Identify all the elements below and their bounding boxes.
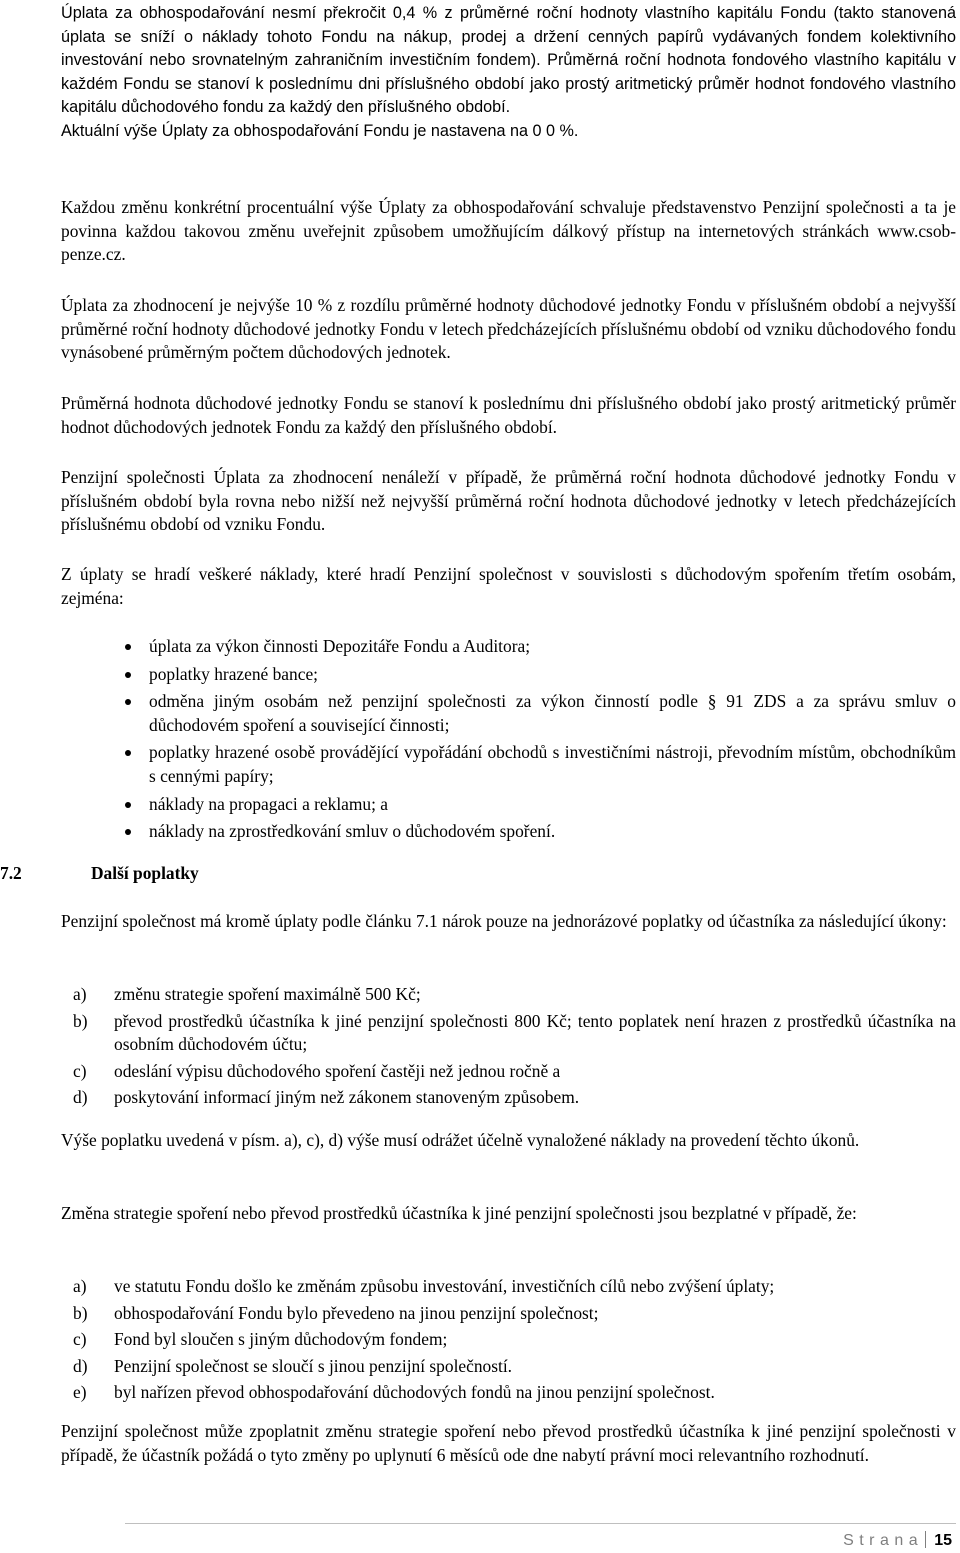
list-marker: e) [73,1382,87,1403]
fee-change-paragraph: Každou změnu konkrétní procentuální výše Úplaty za obhospodařování schvaluje představenstvo Penzijní společnosti a ta je povinna každou takovou změnu uveřejnit způsobem umožňujícím dálkový přístup na internetových stránkách www.csob-penze.cz. [61,197,956,265]
list-item [73,1086,956,1110]
list-item: poplatky hrazené bance; [124,663,956,687]
current-fee-text: Aktuální výše Úplaty za obhospodařování Fondu je nastavena na 0 0 %. [61,121,579,140]
list-item [73,1302,956,1326]
free-transfer-paragraph: Změna strategie spoření nebo převod prostředků účastníka k jiné penzijní společnosti jsou bezplatné v případě, že: [61,1203,857,1223]
list-marker: c) [73,1329,87,1350]
list-marker: d) [73,1087,88,1108]
list-item [73,1355,956,1379]
list-item [73,1328,956,1352]
list-item [73,1275,956,1299]
list-item-text: Fond byl sloučen s jiným důchodovým fondem; [114,1329,448,1350]
list-item [73,1010,956,1057]
list-item: náklady na zprostředkování smluv o důchodovém spoření. [124,820,956,844]
list-item [73,983,956,1007]
performance-fee-paragraph: Úplata za zhodnocení je nejvýše 10 % z rozdílu průměrné hodnoty důchodové jednotky Fondu v příslušném období a nejvyšší průměrné roční hodnoty důchodové jednotky Fondu v letech předcházejících příslušnému období od vzniku důchodového fondu vynásobené průměrným počtem důchodových jednotek. [61,295,956,363]
fee-items-list [73,983,956,1113]
footer-divider [125,1523,956,1524]
list-item-text: obhospodařování Fondu bylo převedeno na jinou penzijní společnost; [114,1302,599,1323]
footer-label: Strana [843,1532,924,1549]
list-item-text: Penzijní společnost se sloučí s jinou penzijní společností. [114,1355,513,1376]
section-number: 7.2 [0,863,22,883]
list-marker: d) [73,1355,88,1376]
footer-separator [925,1531,926,1548]
list-marker: b) [73,1302,88,1323]
fee-note-paragraph: Výše poplatku uvedená v písm. a), c), d) výše musí odrážet účelně vynaložené náklady na provedení těchto úkonů. [61,1130,860,1150]
closing-paragraph: Penzijní společnost může zpoplatnit změnu strategie spoření nebo převod prostředků účastníka k jiné penzijní společnosti v případě, že účastník požádá o tyto změny po uplynutí 6 měsíců ode dne nabytí právní moci relevantního rozhodnutí. [61,1421,956,1465]
list-marker: c) [73,1060,87,1081]
list-item-text: převod prostředků účastníka k jiné penzijní společnosti 800 Kč; tento poplatek není hrazen z prostředků účastníka na osobním důchodovém účtu; [114,1010,956,1055]
list-marker: b) [73,1010,88,1031]
list-item-text: odeslání výpisu důchodového spoření častěji než jednou ročně a [114,1060,561,1081]
section-title: Další poplatky [91,863,199,883]
list-marker: a) [73,984,87,1004]
list-item [73,1381,956,1405]
list-item: poplatky hrazené osobě provádějící vypořádání obchodů s investičními nástroji, převodním místům, obchodníkům s cennými papíry; [124,741,956,788]
page-number: 15 [934,1532,952,1549]
list-item-text: ve statutu Fondu došlo ke změnám způsobu investování, investičních cílů nebo zvýšení úplaty; [114,1276,775,1296]
list-item: úplata za výkon činnosti Depozitáře Fondu a Auditora; [124,635,956,659]
management-fee-text: Úplata za obhospodařování nesmí překročit 0,4 % z průměrné roční hodnoty vlastního kapitálu Fondu (takto stanovená úplata se sníží o náklady tohoto Fondu na nákup, prodej a držení cenných papírů vydávaných fondem kolektivního investování nebo srovnatelným zahraničním investičním fondem). Průměrná roční hodnota fondového vlastního kapitálu v každém Fondu se stanoví k poslednímu dni příslušného období jako prostý aritmetický průměr hodnot fondového vlastního kapitálu důchodového fondu za každý den příslušného období. [61,4,956,117]
list-marker: a) [73,1276,87,1296]
page-footer [843,1529,952,1553]
list-item: odměna jiným osobám než penzijní společnosti za výkon činností podle § 91 ZDS a za správu smluv o důchodovém spoření a související činnosti; [124,690,956,737]
management-fee-paragraph [61,2,956,144]
free-items-list [73,1275,956,1408]
list-item-text: byl nařízen převod obhospodařování důchodových fondů na jinou penzijní společnost. [114,1382,715,1403]
list-item: náklady na propagaci a reklamu; a [124,793,956,817]
list-item-text: poskytování informací jiným než zákonem stanoveným způsobem. [114,1087,580,1108]
unit-value-paragraph: Průměrná hodnota důchodové jednotky Fondu se stanoví k poslednímu dni příslušného období jako prostý aritmetický průměr hodnot důchodových jednotek Fondu za každý den příslušného období. [61,393,956,437]
list-item [73,1060,956,1084]
fee-exemption-paragraph: Penzijní společnosti Úplata za zhodnocení nenáleží v případě, že průměrná roční hodnota důchodové jednotky Fondu v příslušném období byla rovna nebo nižší než nejvyšší průměrná roční hodnota důchodové jednotky v letech předcházejících příslušnému období od vzniku Fondu. [61,467,956,535]
list-item-text: změnu strategie spoření maximálně 500 Kč; [114,984,421,1004]
costs-intro-paragraph: Z úplaty se hradí veškeré náklady, které hradí Penzijní společnost v souvislosti s důchodovým spořením třetím osobám, zejména: [61,564,956,608]
section-intro-paragraph: Penzijní společnost má kromě úplaty podle článku 7.1 nárok pouze na jednorázové poplatky od účastníka za následující úkony: [61,911,947,931]
cost-items-list [124,635,956,848]
